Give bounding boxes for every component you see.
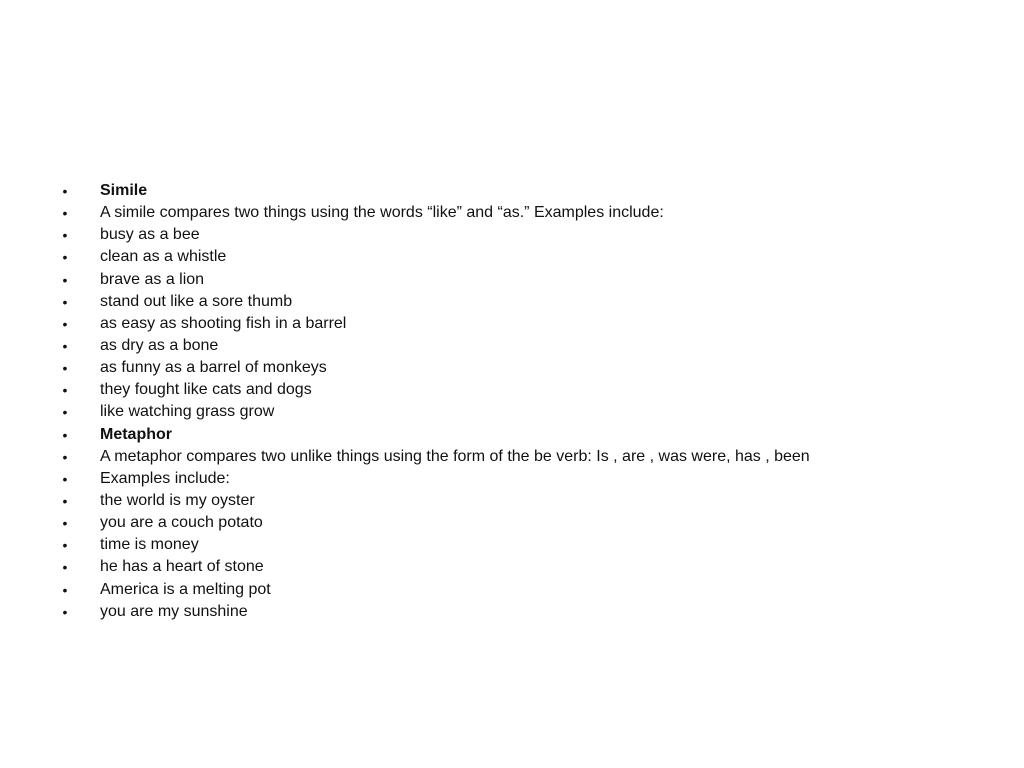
bullet-icon: •: [62, 448, 68, 465]
bullet-item-example: [58, 246, 810, 268]
bullet-icon: •: [62, 492, 68, 509]
example-text: America is a melting pot: [100, 580, 271, 598]
bullet-list: [58, 180, 810, 623]
bullet-item-example: [58, 269, 810, 291]
bullet-item-example: [58, 291, 810, 313]
example-text: stand out like a sore thumb: [100, 292, 293, 310]
example-text: clean as a whistle: [100, 248, 227, 266]
bullet-icon: •: [62, 293, 68, 310]
bullet-item-example: [58, 335, 810, 357]
bullet-icon: •: [62, 205, 68, 222]
bullet-icon: •: [62, 404, 68, 421]
bullet-item-example: [58, 313, 810, 335]
bullet-item-metaphor-heading: [58, 424, 810, 446]
example-text: you are a couch potato: [100, 514, 263, 532]
bullet-icon: •: [62, 183, 68, 199]
example-text: as dry as a bone: [100, 336, 219, 354]
examples-intro-text: Examples include:: [100, 469, 230, 487]
metaphor-definition-text: A metaphor compares two unlike things using the form of the be verb: Is , are , was were, has , been: [100, 447, 810, 465]
bullet-item-example: [58, 379, 810, 401]
simile-definition-text: A simile compares two things using the words “like” and “as.” Examples include:: [100, 204, 664, 222]
bullet-item-example: [58, 490, 810, 512]
bullet-icon: •: [62, 227, 68, 244]
bullet-icon: •: [62, 382, 68, 399]
bullet-icon: •: [62, 315, 68, 332]
bullet-item-examples-intro: [58, 468, 810, 490]
bullet-icon: •: [62, 515, 68, 532]
bullet-item-example: [58, 357, 810, 379]
section-heading-metaphor: Metaphor: [100, 425, 172, 443]
bullet-item-simile-definition: [58, 202, 810, 224]
example-text: the world is my oyster: [100, 491, 255, 509]
bullet-item-example: [58, 556, 810, 578]
bullet-icon: •: [62, 337, 68, 354]
bullet-icon: •: [62, 559, 68, 576]
bullet-item-metaphor-definition: [58, 446, 810, 468]
bullet-icon: •: [62, 603, 68, 620]
example-text: you are my sunshine: [100, 602, 248, 620]
example-text: as easy as shooting fish in a barrel: [100, 314, 347, 332]
bullet-icon: •: [62, 581, 68, 598]
bullet-item-example: [58, 512, 810, 534]
example-text: time is money: [100, 536, 199, 554]
bullet-icon: •: [62, 249, 68, 266]
bullet-item-example: [58, 224, 810, 246]
example-text: brave as a lion: [100, 270, 205, 288]
bullet-item-example: [58, 579, 810, 601]
bullet-item-example: [58, 534, 810, 556]
bullet-item-example: [58, 601, 810, 623]
bullet-item-simile-heading: [58, 180, 810, 202]
bullet-icon: •: [62, 426, 68, 443]
bullet-item-example: [58, 401, 810, 423]
bullet-icon: •: [62, 360, 68, 377]
example-text: as funny as a barrel of monkeys: [100, 359, 327, 377]
bullet-icon: •: [62, 537, 68, 554]
bullet-icon: •: [62, 470, 68, 487]
example-text: like watching grass grow: [100, 403, 275, 421]
bullet-icon: •: [62, 271, 68, 288]
example-text: he has a heart of stone: [100, 558, 264, 576]
example-text: they fought like cats and dogs: [100, 381, 312, 399]
example-text: busy as a bee: [100, 226, 200, 244]
section-heading-simile: Simile: [100, 182, 148, 199]
